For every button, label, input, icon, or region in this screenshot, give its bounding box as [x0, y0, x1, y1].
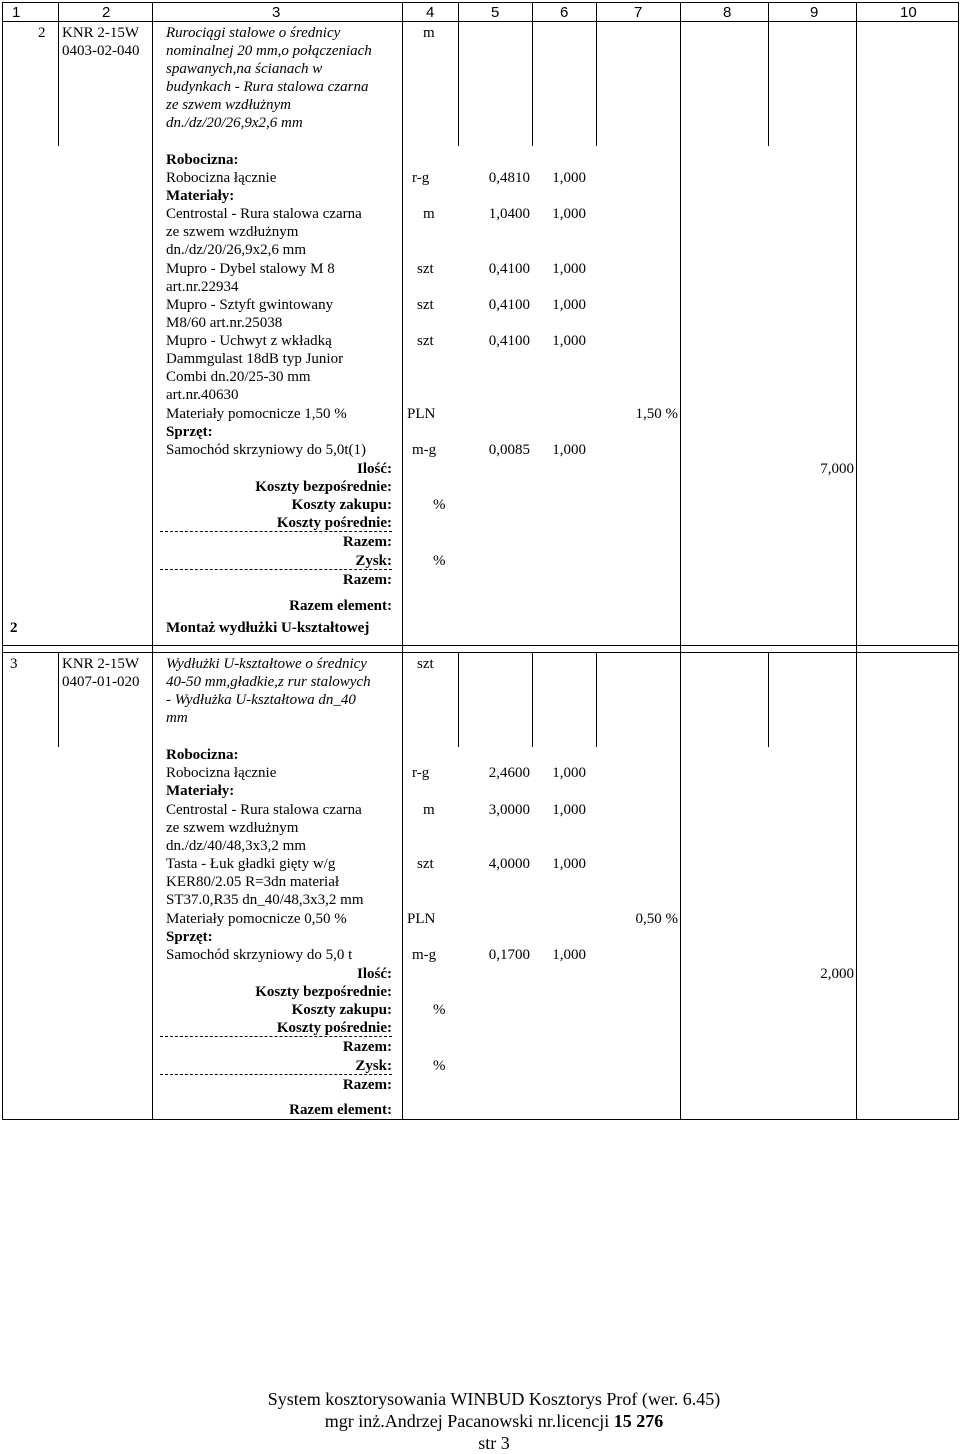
koszty-posrednie-label: Koszty pośrednie: — [276, 515, 392, 531]
material-line: Mupro - Uchwyt z wkładką — [166, 333, 332, 349]
robocizna-unit: r-g — [412, 765, 430, 781]
col-header-8: 8 — [723, 4, 732, 21]
position-desc-line: spawanych,na ścianach w — [166, 61, 323, 77]
sprzet-unit: m-g — [412, 442, 437, 458]
position-unit: m — [423, 25, 435, 41]
sprzet-header: Sprzęt: — [166, 424, 213, 440]
sprzet-name: Samochód skrzyniowy do 5,0t(1) — [166, 442, 366, 458]
material-factor: 1,000 — [552, 206, 586, 222]
materialy-header: Materiały: — [166, 783, 235, 799]
robocizna-norm: 0,4810 — [488, 170, 530, 186]
position-desc-line: - Wydłużka U-kształtowa dn_40 — [166, 692, 356, 708]
position-desc-line: budynkach - Rura stalowa czarna — [166, 79, 369, 95]
col-header-4: 4 — [426, 4, 435, 21]
material-line: ze szwem wzdłużnym — [166, 224, 299, 240]
koszty-bezposrednie-label: Koszty bezpośrednie: — [255, 479, 392, 495]
materialy-header: Materiały: — [166, 188, 235, 204]
koszty-zakupu-label: Koszty zakupu: — [291, 497, 392, 513]
material-unit: m — [423, 802, 435, 818]
razem-label: Razem: — [342, 534, 392, 550]
material-line: Mupro - Dybel stalowy M 8 — [166, 261, 335, 277]
position-desc-line: ze szwem wzdłużnym — [166, 97, 292, 113]
koszty-zakupu-percent: % — [433, 497, 446, 513]
koszty-posrednie-label: Koszty pośrednie: — [276, 1020, 392, 1036]
material-line: Mupro - Sztyft gwintowany — [166, 297, 334, 313]
razem-element-label: Razem element: — [289, 1102, 392, 1118]
robocizna-unit: r-g — [412, 170, 430, 186]
section-title: Montaż wydłużki U-kształtowej — [166, 620, 370, 636]
materialy-pomocnicze-value: 0,50 % — [635, 911, 678, 927]
robocizna-name: Robocizna łącznie — [166, 765, 277, 781]
material-unit: szt — [417, 261, 434, 277]
material-line: Centrostal - Rura stalowa czarna — [166, 802, 362, 818]
material-norm: 3,0000 — [488, 802, 530, 818]
material-line: ST37.0,R35 dn_40/48,3x3,2 mm — [166, 892, 364, 908]
materialy-pomocnicze: Materiały pomocnicze 0,50 % — [166, 911, 347, 927]
koszty-zakupu-label: Koszty zakupu: — [291, 1002, 392, 1018]
robocizna-header: Robocizna: — [166, 152, 239, 168]
material-factor: 1,000 — [552, 856, 586, 872]
material-line: art.nr.22934 — [166, 279, 239, 295]
col-header-5: 5 — [491, 4, 500, 21]
position-lp: 3 — [10, 656, 18, 672]
position-desc-line: Rurociągi stalowe o średnicy — [166, 25, 341, 41]
razem-label: Razem: — [342, 572, 392, 588]
materialy-pomocnicze-value: 1,50 % — [635, 406, 678, 422]
sprzet-name: Samochód skrzyniowy do 5,0 t — [166, 947, 353, 963]
position-lp: 2 — [38, 25, 46, 41]
robocizna-name: Robocizna łącznie — [166, 170, 277, 186]
material-line: Tasta - Łuk gładki gięty w/g — [166, 856, 336, 872]
col-header-6: 6 — [560, 4, 569, 21]
footer-software: System kosztorysowania WINBUD Kosztorys Prof (wer. 6.45) — [267, 1389, 721, 1409]
zysk-percent: % — [433, 553, 446, 569]
position-desc-line: Wydłużki U-kształtowe o średnicy — [166, 656, 367, 672]
zysk-percent: % — [433, 1058, 446, 1074]
page-footer — [0, 1388, 960, 1454]
material-unit: szt — [417, 333, 434, 349]
ilosc-label: Ilość: — [357, 461, 392, 477]
zysk-label: Zysk: — [355, 1058, 392, 1074]
razem-label: Razem: — [342, 1039, 392, 1055]
footer-license-number: 15 276 — [613, 1411, 664, 1431]
material-norm: 0,4100 — [488, 297, 530, 313]
ilosc-label: Ilość: — [357, 966, 392, 982]
robocizna-factor: 1,000 — [552, 765, 586, 781]
material-norm: 0,4100 — [488, 333, 530, 349]
position-code-line: KNR 2-15W — [62, 25, 140, 41]
col-header-3: 3 — [272, 4, 281, 21]
material-factor: 1,000 — [552, 297, 586, 313]
material-norm: 0,4100 — [488, 261, 530, 277]
material-line: dn./dz/20/26,9x2,6 mm — [166, 242, 306, 258]
col-header-1: 1 — [12, 4, 21, 21]
razem-element-label: Razem element: — [289, 598, 392, 614]
sprzet-header: Sprzęt: — [166, 929, 213, 945]
material-line: M8/60 art.nr.25038 — [166, 315, 283, 331]
position-desc-line: dn./dz/20/26,9x2,6 mm — [166, 115, 303, 131]
material-line: Combi dn.20/25-30 mm — [166, 369, 311, 385]
robocizna-norm: 2,4600 — [488, 765, 530, 781]
material-line: art.nr.40630 — [166, 387, 239, 403]
materialy-pomocnicze: Materiały pomocnicze 1,50 % — [166, 406, 347, 422]
material-norm: 4,0000 — [488, 856, 530, 872]
ilosc-value: 2,000 — [820, 966, 854, 982]
razem-label: Razem: — [342, 1077, 392, 1093]
material-factor: 1,000 — [552, 333, 586, 349]
footer-license — [0, 1410, 960, 1432]
material-line: ze szwem wzdłużnym — [166, 820, 299, 836]
material-factor: 1,000 — [552, 261, 586, 277]
materialy-pomocnicze-unit: PLN — [407, 911, 436, 927]
section-number: 2 — [10, 620, 18, 636]
position-code-line: 0403-02-040 — [62, 43, 140, 59]
footer-page-number: str 3 — [478, 1433, 510, 1453]
robocizna-factor: 1,000 — [552, 170, 586, 186]
sprzet-norm: 0,1700 — [488, 947, 530, 963]
material-unit: szt — [417, 297, 434, 313]
material-norm: 1,0400 — [488, 206, 530, 222]
sprzet-norm: 0,0085 — [488, 442, 530, 458]
position-desc-line: mm — [166, 710, 188, 726]
material-unit: szt — [417, 856, 434, 872]
zysk-label: Zysk: — [355, 553, 392, 569]
position-desc-line: nominalnej 20 mm,o połączeniach — [166, 43, 372, 59]
sprzet-factor: 1,000 — [552, 947, 586, 963]
position-unit: szt — [417, 656, 434, 672]
material-line: Centrostal - Rura stalowa czarna — [166, 206, 362, 222]
footer-license-prefix: mgr inż.Andrzej Pacanowski nr.licencji — [324, 1411, 614, 1431]
ilosc-value: 7,000 — [820, 461, 854, 477]
material-line: KER80/2.05 R=3dn materiał — [166, 874, 340, 890]
col-header-9: 9 — [810, 4, 819, 21]
position-desc-line: 40-50 mm,gładkie,z rur stalowych — [166, 674, 371, 690]
sprzet-unit: m-g — [412, 947, 437, 963]
sprzet-factor: 1,000 — [552, 442, 586, 458]
material-line: Dammgulast 18dB typ Junior — [166, 351, 344, 367]
koszty-zakupu-percent: % — [433, 1002, 446, 1018]
koszty-bezposrednie-label: Koszty bezpośrednie: — [255, 984, 392, 1000]
material-unit: m — [423, 206, 435, 222]
position-code-line: 0407-01-020 — [62, 674, 140, 690]
material-factor: 1,000 — [552, 802, 586, 818]
col-header-7: 7 — [634, 4, 643, 21]
position-code-line: KNR 2-15W — [62, 656, 140, 672]
material-line: dn./dz/40/48,3x3,2 mm — [166, 838, 306, 854]
col-header-2: 2 — [102, 4, 111, 21]
col-header-10: 10 — [900, 4, 917, 21]
materialy-pomocnicze-unit: PLN — [407, 406, 436, 422]
robocizna-header: Robocizna: — [166, 747, 239, 763]
